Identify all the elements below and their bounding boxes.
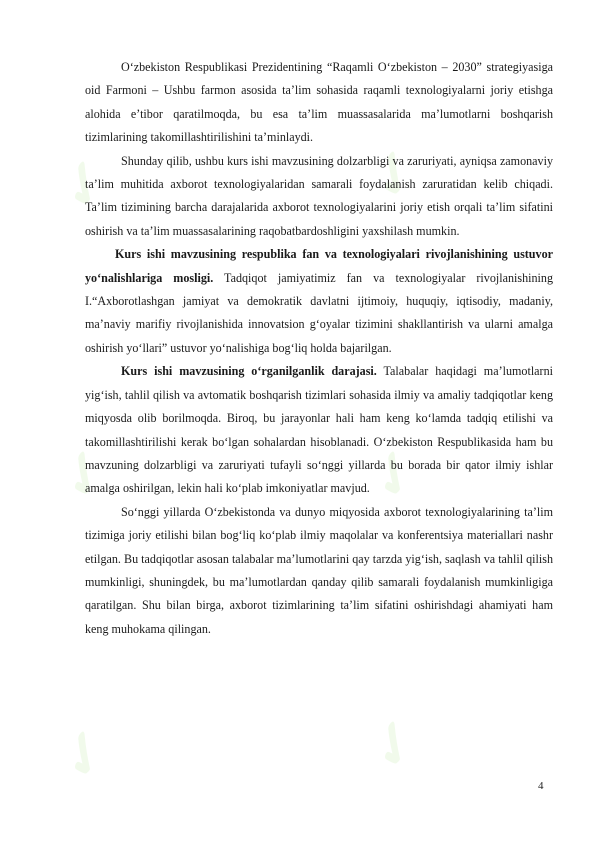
watermark-logo: ✓: [354, 434, 435, 515]
watermark-logo: ✓: [44, 434, 125, 515]
watermark-logo: ✓: [354, 134, 435, 215]
paragraph-heading: Kurs ishi mavzusining respublika fan va texnologiyalari rivojlanishining ustuvor yo‘nalishlariga mosligi.: [85, 247, 553, 285]
watermark-logo: ✓: [354, 704, 435, 785]
watermark-logo: ✓: [44, 714, 125, 795]
paragraph-digital-strategy: [85, 56, 553, 150]
paragraph-priority-directions: [85, 243, 553, 360]
paragraph-text: Tadqiqot jamiyatimiz fan va texnologiyalar rivojlanishining I.“Axborotlashgan jamiyat va demokratik davlatni ijtimoiy, huquqiy, iqtisodiy, madaniy, ma’naviy marifiy rivojlanishida innovatsion g‘oyalar tizimini shakllantirish va ularni amalga oshirish yo‘llari” ustuvor yo‘nalishiga bog‘liq holda bajarilgan.: [85, 270, 553, 355]
paragraph-study-level: [85, 360, 553, 500]
paragraph-text: Shunday qilib, ushbu kurs ishi mavzusining dolzarbligi va zaruriyati, ayniqsa zamonaviy ta’lim muhitida axborot texnologiyalaridan samarali foydalanish zaruratidan kelib chiqadi. Ta’lim tizimining barcha darajalarida axborot texnologiyalarini joriy etish orqali ta’lim sifatini oshirish va ta’lim muassasalarining raqobatbardoshligini yaxshilash mumkin.: [85, 153, 553, 238]
paragraph-relevance: [85, 150, 553, 244]
paragraph-text: Talabalar haqidagi ma’lumotlarni yig‘ish, tahlil qilish va avtomatik boshqarish tizimlari sohasida ilmiy va amaliy tadqiqotlar keng miqyosda olib borilmoqda. Biroq, bu jarayonlar hali ham keng ko‘lamda tadqiq etilishi va takomillashtirilishi kerak bo‘lgan sohalardan hisoblanadi. O‘zbekiston Respublikasida ham bu mavzuning dolzarbligi va zaruriyati tufayli so‘nggi yillarda bu borada bir qator ilmiy ishlar amalga oshirilgan, lekin hali ko‘plab imkoniyatlar mavjud.: [85, 364, 553, 496]
page-number: 4: [538, 780, 544, 792]
paragraph-heading: Kurs ishi mavzusining o‘rganilganlik darajasi.: [121, 364, 377, 379]
paragraph-recent-research: [85, 501, 553, 641]
document-body: [85, 56, 553, 641]
paragraph-text: So‘nggi yillarda O‘zbekistonda va dunyo miqyosida axborot texnologiyalarining ta’lim tizimiga joriy etilishi bilan bog‘liq ko‘plab ilmiy maqolalar va konferentsiya materiallari nashr etilgan. Bu tadqiqotlar asosan talabalar ma’lumotlarini qay tarzda yig‘ish, saqlash va tahlil qilish mumkinligi, shuningdek, bu ma’lumotlardan qanday qilib samarali foydalanish mumkinligiga qaratilgan. Shu bilan birga, axborot tizimlarining ta’lim sifatini oshirishdagi ahamiyati ham keng muhokama qilingan.: [85, 504, 553, 636]
paragraph-text: O‘zbekiston Respublikasi Prezidentining “Raqamli O‘zbekiston – 2030” strategiyasiga oid Farmoni – Ushbu farmon asosida ta’lim sohasida raqamli texnologiyalarni joriy etishga alohida e’tibor qaratilmoqda, bu esa ta’lim muassasalarida ma’lumotlarni boshqarish tizimlarining takomillashtirilishini ta’minlaydi.: [85, 60, 553, 145]
watermark-logo: ✓: [44, 144, 125, 225]
